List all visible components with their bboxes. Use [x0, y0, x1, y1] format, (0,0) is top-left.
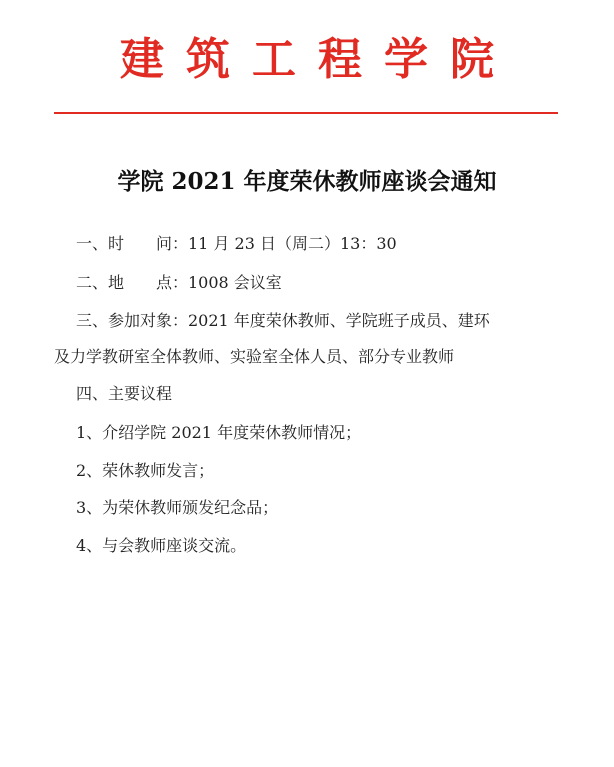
- agenda-item-4: 4、与会教师座谈交流。: [76, 536, 247, 555]
- notice-place-line: 二、地 点：1008 会议室: [76, 273, 282, 292]
- letterhead-school-name: 建筑工程学院: [120, 34, 516, 85]
- notice-agenda-heading: 四、主要议程: [76, 384, 173, 403]
- agenda-item-1: 1、介绍学院 2021 年度荣休教师情况；: [76, 423, 362, 442]
- notice-time-line: 一、时 问：11 月 23 日（周二）13：30: [76, 234, 397, 253]
- notice-title: 学院 2021 年度荣休教师座谈会通知: [117, 168, 497, 195]
- notice-participants-line-1: 三、参加对象：2021 年度荣休教师、学院班子成员、建环: [76, 311, 490, 330]
- notice-participants-line-2: 及力学教研室全体教师、实验室全体人员、部分专业教师: [54, 347, 455, 366]
- letterhead-red-rule: [54, 112, 558, 114]
- agenda-item-3: 3、为荣休教师颁发纪念品；: [76, 498, 279, 517]
- agenda-item-2: 2、荣休教师发言；: [76, 461, 215, 480]
